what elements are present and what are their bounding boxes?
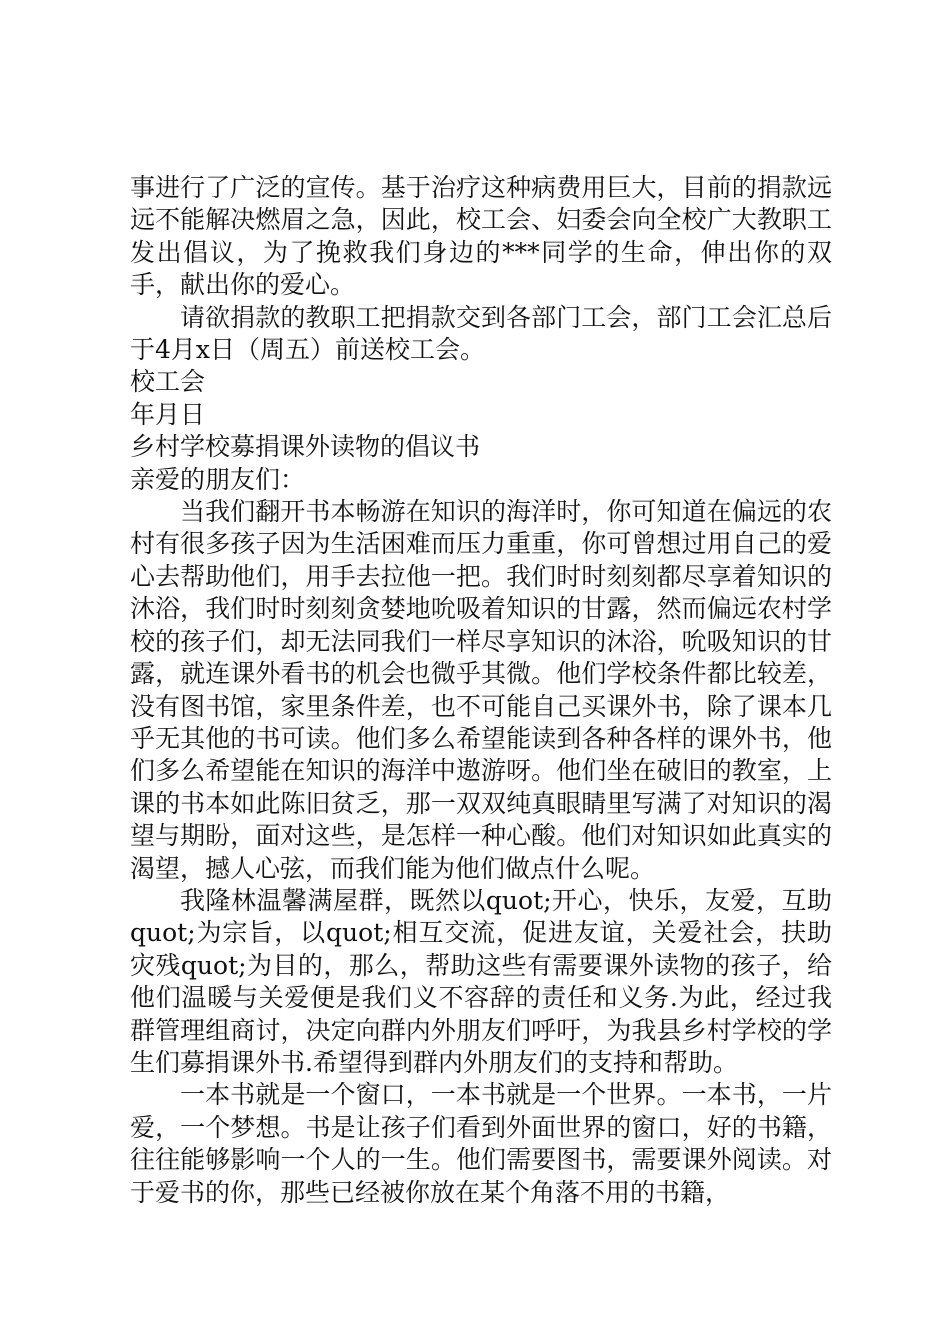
paragraph-donation-appeal: 事进行了广泛的宣传。基于治疗这种病费用巨大，目前的捐款远远不能解决燃眉之急，因此，校工会、妇委会向全校广大教职工发出倡议，为了挽救我们身边的***同学的生命，伸出你的双手，献出你的爱心。: [130, 173, 832, 300]
signature-organization: 校工会: [130, 367, 206, 397]
section-title: 乡村学校募捐课外读物的倡议书: [130, 432, 481, 462]
signature-date: 年月日: [130, 399, 206, 429]
document-body: [130, 172, 832, 1209]
paragraph-donation-instructions: 请欲捐款的教职工把捐款交到各部门工会，部门工会汇总后于4月x日（周五）前送校工会。: [130, 302, 832, 365]
paragraph-rural-children: 当我们翻开书本畅游在知识的海洋时，你可知道在偏远的农村有很多孩子因为生活困难而压力重重，你可曾想过用自己的爱心去帮助他们，用手去拉他一把。我们时时刻刻都尽享着知识的沐浴，我们时时刻刻贪婪地吮吸着知识的甘露，然而偏远农村学校的孩子们，却无法同我们一样尽享知识的沐浴，吮吸知识的甘露，就连课外看书的机会也微乎其微。他们学校条件都比较差，没有图书馆，家里条件差，也不可能自己买课外书，除了课本几乎无其他的书可读。他们多么希望能读到各种各样的课外书，他们多么希望能在知识的海洋中遨游呀。他们坐在破旧的教室，上课的书本如此陈旧贫乏，那一双双纯真眼睛里写满了对知识的渴望与期盼，面对这些，是怎样一种心酸。他们对知识如此真实的渴望，撼人心弦，而我们能为他们做点什么呢。: [130, 497, 832, 883]
salutation: 亲爱的朋友们：: [130, 464, 306, 494]
paragraph-book-window: 一本书就是一个窗口，一本书就是一个世界。一本书，一片爱，一个梦想。书是让孩子们看到外面世界的窗口，好的书籍，往往能够影响一个人的一生。他们需要图书，需要课外阅读。对于爱书的你，那些已经被你放在某个角落不用的书籍，: [130, 1080, 832, 1207]
paragraph-group-initiative: 我隆林温馨满屋群，既然以quot;开心，快乐，友爱，互助quot;为宗旨，以quot;相互交流，促进友谊，关爱社会，扶助灾残quot;为目的，那么，帮助这些有需要课外读物的孩子，给他们温暖与关爱便是我们义不容辞的责任和义务.为此，经过我群管理组商讨，决定向群内外朋友们呼吁，为我县乡村学校的学生们募捐课外书.希望得到群内外朋友们的支持和帮助。: [130, 885, 832, 1077]
